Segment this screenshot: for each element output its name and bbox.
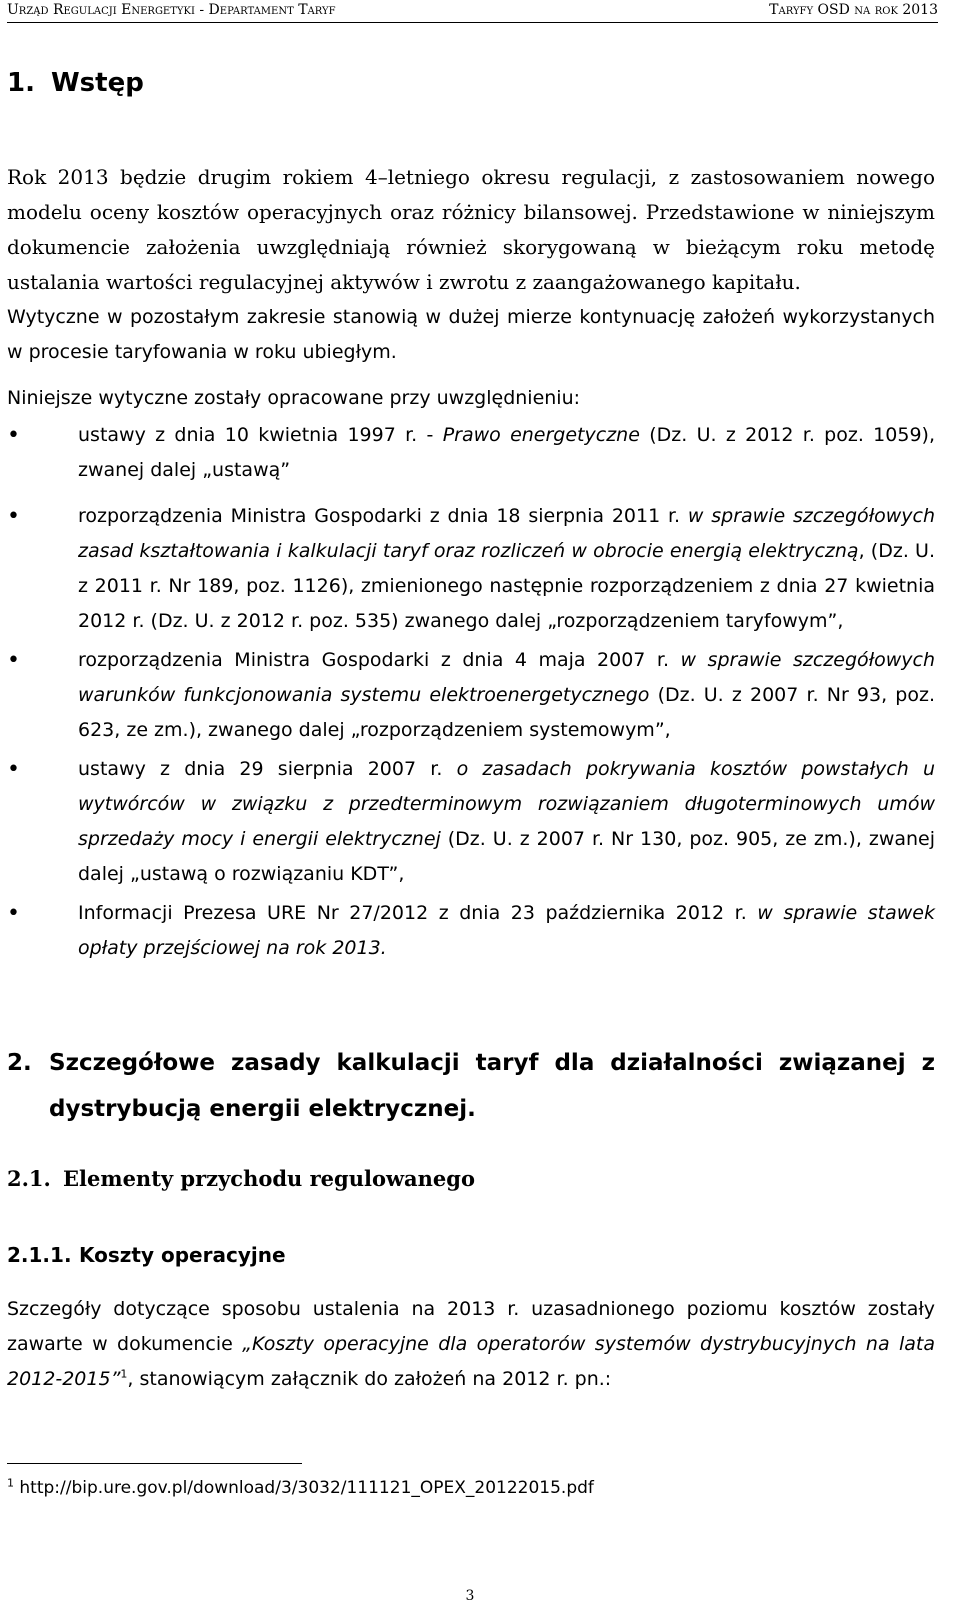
section-2-1-heading: [7, 1166, 475, 1191]
page-number: 3: [465, 1588, 475, 1604]
bullet-dot: •: [7, 901, 20, 926]
intro-paragraph-continued: [7, 300, 935, 370]
section-1-heading: [7, 68, 144, 98]
header-rule: [7, 22, 938, 23]
list-item: • ustawy z dnia 29 sierpnia 2007 r. o zasadach pokrywania kosztów powstałych u wytwórców w związku z przedterminowym rozwiązaniem długoterminowych umów sprzedaży mocy i energii elektrycznej (Dz. U. z 2007 r. Nr 130, poz. 905, ze zm.), zwanej dalej „ustawą o rozwiązaniu KDT”,: [7, 752, 935, 892]
footnote-mark: 1: [7, 1476, 14, 1490]
document-title: „Koszty operacyjne dla operatorów systemów dystrybucyjnych na lata 2012-2015”: [7, 1333, 935, 1390]
section-2-1-title: Elementy przychodu regulowanego: [63, 1166, 475, 1191]
bullet-dot: •: [7, 423, 20, 448]
legal-basis-intro: Niniejsze wytyczne zostały opracowane przy uwzględnieniu:: [7, 387, 581, 409]
section-2-1-number: 2.1.: [7, 1166, 51, 1191]
section-1-number: 1.: [7, 68, 35, 98]
section-2-1-1-heading: [7, 1243, 286, 1267]
bullet-dot: •: [7, 648, 20, 673]
bullet-dot: •: [7, 757, 20, 782]
intro-sentence-2: Przedstawione w niniejszym dokumencie założenia uwzględniają również skorygowaną w bieżącym roku metodę ustalania wartości regulacyjnej aktywów i zwrotu z zaangażowanego kapitału.: [7, 200, 935, 294]
footnote: [7, 1478, 594, 1498]
list-item: • ustawy z dnia 10 kwietnia 1997 r. - Prawo energetyczne (Dz. U. z 2012 r. poz. 1059), zwanej dalej „ustawą”: [7, 418, 935, 488]
footnote-reference[interactable]: 1: [120, 1367, 128, 1381]
list-item: • Informacji Prezesa URE Nr 27/2012 z dnia 23 października 2012 r. w sprawie stawek opłaty przejściowej na rok 2013.: [7, 896, 935, 966]
intro-sentence-1: Rok 2013 będzie drugim rokiem 4–letniego okresu regulacji, z zastosowaniem nowego modelu oceny kosztów operacyjnych oraz różnicy bilansowej.: [7, 165, 935, 224]
footnote-link[interactable]: http://bip.ure.gov.pl/download/3/3032/111121_OPEX_20122015.pdf: [14, 1478, 594, 1498]
section-2-title: Szczegółowe zasady kalkulacji taryf dla działalności związanej z dystrybucją energii elektrycznej.: [49, 1050, 935, 1122]
bullet-dot: •: [7, 504, 20, 529]
intro-paragraph: [7, 160, 935, 300]
section-2-number: 2.: [7, 1050, 32, 1076]
section-2-1-1-number: 2.1.1.: [7, 1243, 72, 1267]
footnote-separator: [7, 1463, 302, 1464]
section-1-title: Wstęp: [51, 68, 144, 98]
legal-basis-list: [7, 418, 935, 966]
header-right: Taryfy OSD na rok 2013: [769, 2, 938, 18]
header-left: Urząd Regulacji Energetyki - Departament Taryf: [7, 2, 336, 18]
section-2-1-1-title: Koszty operacyjne: [79, 1243, 286, 1267]
opex-paragraph: Szczegóły dotyczące sposobu ustalenia na 2013 r. uzasadnionego poziomu kosztów zostały zawarte w dokumencie „Koszty operacyjne dla operatorów systemów dystrybucyjnych na lata 2012-2015”$^1$, stanowiącym załącznik do założeń na 2012 r. pn.:: [7, 1298, 935, 1390]
list-item: • rozporządzenia Ministra Gospodarki z dnia 4 maja 2007 r. w sprawie szczegółowych warunków funkcjonowania systemu elektroenergetycznego (Dz. U. z 2007 r. Nr 93, poz. 623, ze zm.), zwanego dalej „rozporządzeniem systemowym”,: [7, 643, 935, 748]
list-item: • rozporządzenia Ministra Gospodarki z dnia 18 sierpnia 2011 r. w sprawie szczegółowych zasad kształtowania i kalkulacji taryf oraz rozliczeń w obrocie energią elektryczną, (Dz. U. z 2011 r. Nr 189, poz. 1126), zmienionego następnie rozporządzeniem z dnia 27 kwietnia 2012 r. (Dz. U. z 2012 r. poz. 535) zwanego dalej „rozporządzeniem taryfowym”,: [7, 499, 935, 639]
section-2-heading: [7, 1040, 935, 1132]
intro-sentence-3: Wytyczne w pozostałym zakresie stanowią w dużej mierze kontynuację założeń wykorzystanych w procesie taryfowania w roku ubiegłym.: [7, 306, 935, 363]
